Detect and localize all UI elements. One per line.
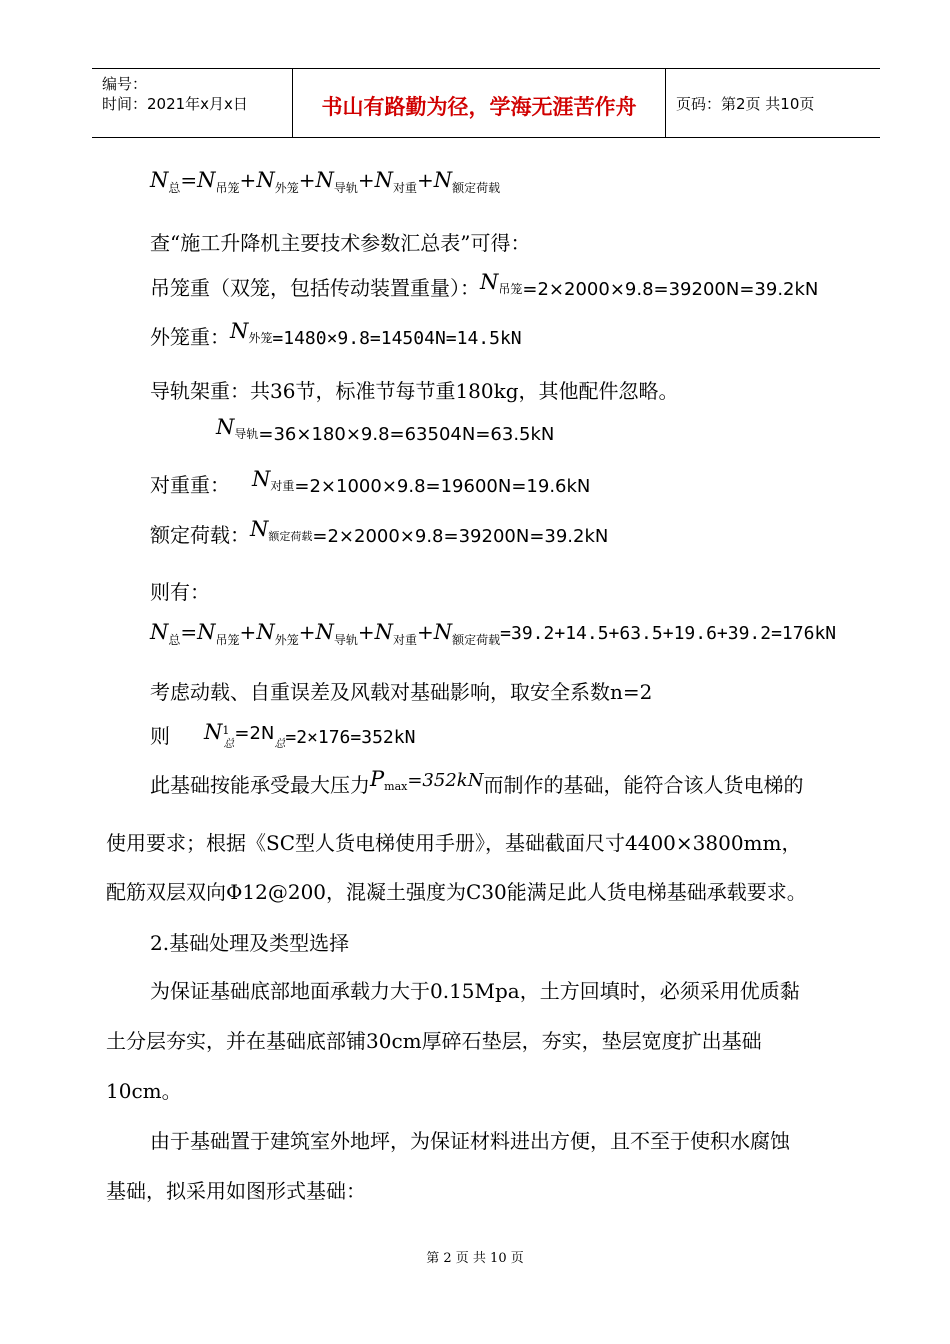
- header-middle-cell: [293, 69, 666, 137]
- para1-line3: 10cm。: [106, 1079, 182, 1103]
- number-label: 编号：: [102, 75, 148, 93]
- header-left-cell: [92, 69, 293, 137]
- para1-line1: 为保证基础底部地面承载力大于0.15Mpa，土方回填时，必须采用优质黏: [150, 979, 800, 1003]
- time-label: 时间：2021年x月x日: [102, 95, 248, 113]
- outer-cage-line: 外笼重：N外笼=1480×9.8=14504N=14.5kN: [150, 319, 522, 349]
- n1-formula: 则 $N^1_总=2N_总=2\times 176=352kN$: [150, 720, 416, 750]
- para2-line2: 基础，拟采用如图形式基础：: [106, 1179, 366, 1203]
- counterweight-line: 对重重： N对重=2×1000×9.8=19600N=19.6kN: [150, 467, 591, 497]
- rail-text: 导轨架重：共36节，标准节每节重180kg，其他配件忽略。: [150, 379, 679, 403]
- then-have: 则有：: [150, 580, 210, 604]
- lookup-text: 查“施工升降机主要技术参数汇总表”可得：: [150, 231, 531, 255]
- header-right-cell: [666, 69, 880, 137]
- use-req-2: 配筋双层双向Φ12@200，混凝土强度为C30能满足此人货电梯基础承载要求。: [106, 880, 807, 904]
- pmax-line: 此基础按能承受最大压力Pmax=352kN而制作的基础，能符合该人货电梯的: [150, 767, 804, 797]
- formula-total: $N_总=N_{吊笼}+N_{外笼}+N_{导轨}+N_{对重}+N_{额定荷载}$: [150, 168, 501, 195]
- use-req-1: 使用要求；根据《SC型人货电梯使用手册》，基础截面尺寸4400×3800mm，: [106, 831, 802, 855]
- rated-load-line: 额定荷载：N额定荷载=2×2000×9.8=39200N=39.2kN: [150, 517, 609, 547]
- para1-line2: 土分层夯实，并在基础底部铺30cm厚碎石垫层，夯实，垫层宽度扩出基础: [106, 1029, 762, 1053]
- para2-line1: 由于基础置于建筑室外地坪，为保证材料进出方便，且不至于使积水腐蚀: [150, 1129, 790, 1153]
- cage-weight-line: 吊笼重（双笼，包括传动装置重量）：N吊笼=2×2000×9.8=39200N=39.2kN: [150, 270, 819, 300]
- page-footer: 第 2 页 共 10 页: [426, 1251, 524, 1266]
- page-info: 页码：第2页 共10页: [676, 95, 815, 113]
- rail-formula: N导轨=36×180×9.8=63504N=63.5kN: [216, 415, 555, 445]
- page-header: [92, 68, 880, 138]
- header-motto: 书山有路勤为径，学海无涯苦作舟: [321, 95, 637, 119]
- safety-factor: 考虑动载、自重误差及风载对基础影响，取安全系数n=2: [150, 680, 653, 704]
- formula-sum: $N_总=N_{吊笼}+N_{外笼}+N_{导轨}+N_{对重}+N_{额定荷载}=39.2+14.5+63.5+19.6+39.2=176kN$: [150, 620, 837, 647]
- section-heading: 2.基础处理及类型选择: [150, 931, 350, 955]
